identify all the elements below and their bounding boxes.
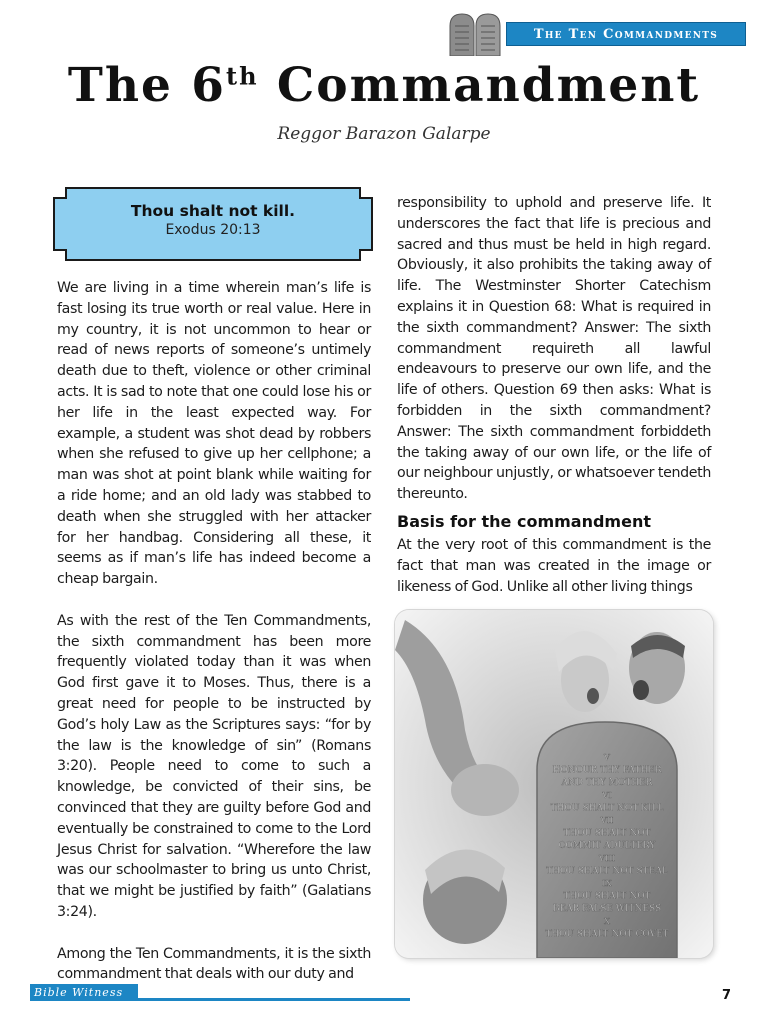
footer-rule — [134, 998, 410, 1001]
callout-text — [52, 202, 374, 238]
paragraph: At the very root of this commandment is the fact that man was created in the image or likeness of God. Unlike all other living things — [397, 537, 711, 595]
footer-publication: Bible Witness — [34, 986, 124, 999]
title-rest: Commandment — [258, 58, 701, 113]
section-heading: Basis for the commandment — [397, 512, 651, 531]
author-byline: Reggor Barazon Galarpe — [277, 124, 491, 144]
page-number: 7 — [722, 988, 732, 1003]
tablet-inscription-line: THOU SHALT NOT STEAL — [546, 866, 668, 877]
paragraph: responsibility to uphold and preserve life. It underscores the fact that life is precious and sacred and thus must be held in high regard. Obviously, it also prohibits the taking away of life. The Westminster Shorter Catechism explains it in Question 68: What is required in the sixth commandment? Answer: The sixth commandment requireth all lawful endeavours to preserve our own life, and the life of others. Question 69 then asks: What is forbidden in the sixth commandment? Answer: The sixth commandment forbiddeth the taking away of our own life, or the life of our neighbour unjustly, or whatsoever tendeth thereunto. — [397, 195, 711, 503]
tablet-inscription-line: THOU SHALT NOT — [563, 891, 651, 902]
right-column-bottom — [397, 535, 711, 597]
paragraph: We are living in a time wherein man’s life is fast losing its true worth or real value. Here in my country, it is not uncommon to hear or read of news reports of someone’s untimely death due to theft, violence or other criminal acts. It is sad to note that one could lose his or her life in the least expected way. For example, a student was shot dead by robbers when she refused to give up her cellphone; a man was shot at point blank while waiting for a ride home; and an old lady was stabbed to death when she struggled with her attacker for her handbag. Considering all these, it seems as if man’s life has indeed become a cheap bargain. — [57, 280, 371, 588]
tablet-inscription-line: THOU SHALT NOT — [563, 828, 651, 839]
tablet-inscription-line: V — [603, 753, 611, 763]
footer-publication-box — [30, 984, 138, 1001]
tablet-inscription-line: AND THY MOTHER — [561, 778, 653, 789]
callout-verse: Thou shalt not kill. — [130, 202, 296, 220]
tablet-inscription-line: HONOUR THY FATHER — [552, 765, 662, 776]
fist-shape — [451, 764, 519, 816]
tablet-inscription-line: THOU SHALT NOT COVET — [545, 929, 669, 940]
tablet-inscription-line: THOU SHALT NOT KILL — [550, 803, 664, 814]
left-column — [57, 278, 371, 985]
paragraph: Among the Ten Commandments, it is the sixth commandment that deals with our duty and — [57, 945, 371, 983]
tablet-inscription-line: VI — [602, 790, 612, 801]
section-label-bar — [506, 22, 746, 46]
stone-tablets-icon — [446, 12, 508, 56]
paragraph: As with the rest of the Ten Commandments, the sixth commandment has been more frequently violated today than it was when God first gave it to Moses. Thus, there is a great need for people to be instructed by God’s holy Law as the Scriptures says: “for by the law is the knowledge of sin” (Romans 3:20). People need to come to such a knowledge, be convicted of their sins, be convinced that they are guilty before God and eventually be constrained to come to the Lord Jesus Christ for salvation. “Wherefore the law was our schoolmaster to bring us unto Christ, that we might be justified by faith” (Galatians 3:24). — [57, 612, 371, 920]
scripture-callout — [52, 186, 374, 262]
page-title — [0, 58, 768, 113]
illustration-photo — [395, 610, 713, 958]
callout-reference: Exodus 20:13 — [165, 222, 261, 238]
header-banner — [446, 12, 746, 56]
tablet-inscription-line: X — [603, 916, 611, 927]
tablet-inscription-line: BEAR FALSE WITNESS — [552, 904, 662, 915]
right-column-top — [397, 193, 711, 505]
tablet-inscription-line: VII — [600, 816, 614, 826]
title-main: The 6 — [67, 58, 226, 113]
tablet-inscription-line: COMMIT ADULTERY — [558, 841, 656, 852]
tablet-inscription-line: VIII — [598, 853, 616, 864]
section-label: The Ten Commandments — [533, 26, 719, 42]
title-superscript: th — [225, 61, 259, 91]
photo-collage — [395, 610, 713, 958]
tablet-inscription-line: IX — [602, 879, 612, 889]
